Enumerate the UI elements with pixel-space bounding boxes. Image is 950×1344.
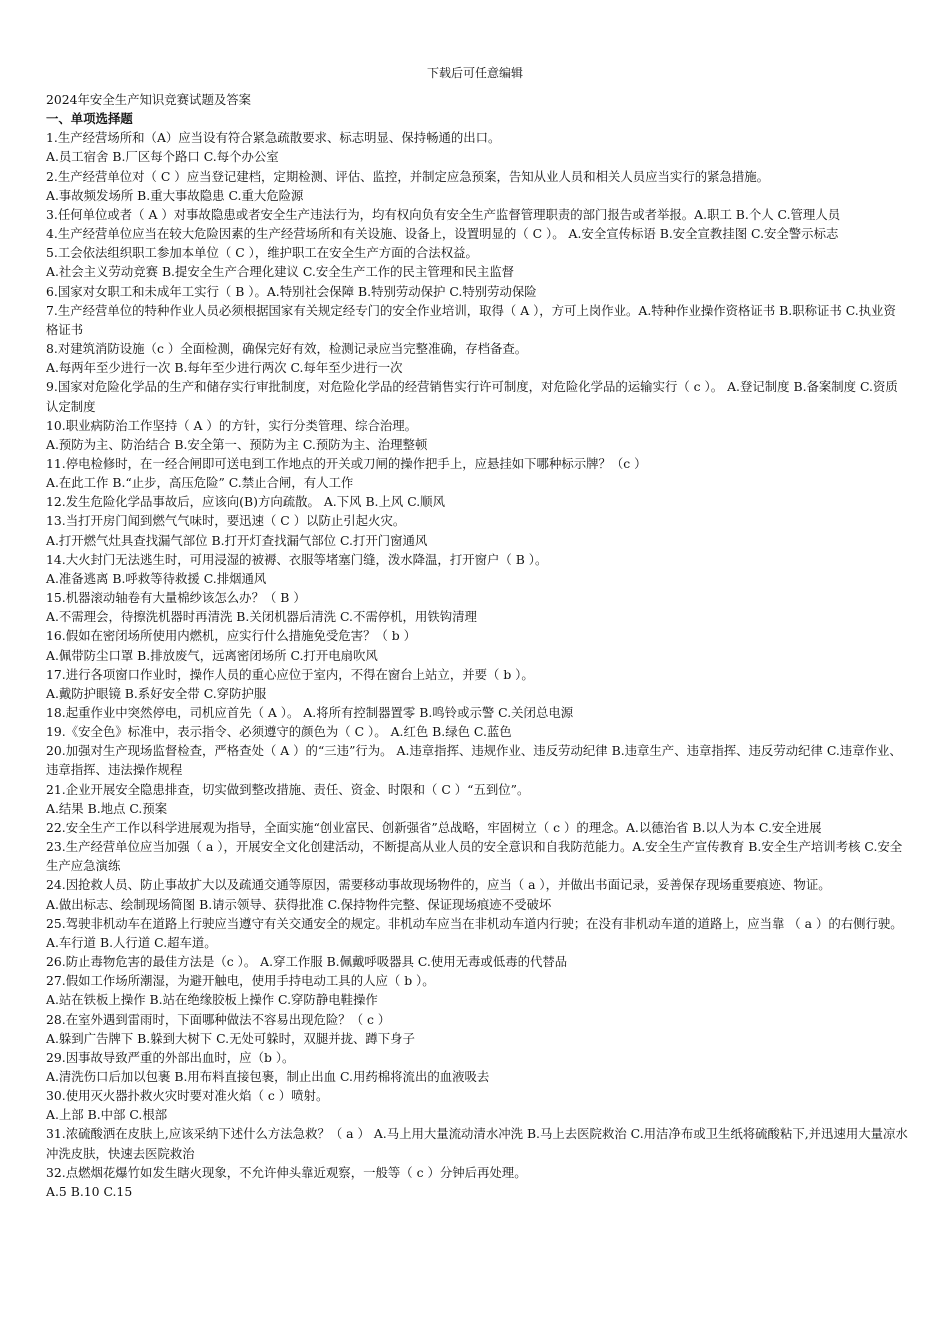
question-line: 26.防止毒物危害的最佳方法是（c ）。 A.穿工作服 B.佩戴呼吸器具 C.使用无毒或低毒的代替品 [46,954,568,970]
question-line: A.员工宿舍 B.厂区每个路口 C.每个办公室 [46,149,279,165]
question-line: A.在此工作 B.“止步，高压危险” C.禁止合闸，有人工作 [46,475,354,491]
question-line: 19.《安全色》标准中，表示指令、必须遵守的颜色为（ C ）。 A.红色 B.绿色 C.蓝色 [46,724,512,740]
question-line: A.事故频发场所 B.重大事故隐患 C.重大危险源 [46,187,304,203]
question-line: 23.生产经营单位应当加强（ a ），开展安全文化创建活动，不断提高从业人员的安全意识和自我防范能力。A.安全生产宣传教育 B.安全生产培训考核 C.安全生产应急演练 [46,839,903,874]
question-line: A.佩带防尘口罩 B.排放废气，远离密闭场所 C.打开电扇吹风 [46,647,378,663]
question-line: 2.生产经营单位对（ C ）应当登记建档，定期检测、评估、监控，并制定应急预案，告知从业人员和相关人员应当实行的紧急措施。 [46,168,770,184]
question-line: 16.假如在密闭场所使用内燃机，应实行什么措施免受危害？（ b ） [46,628,417,644]
question-line: A.清洗伤口后加以包裹 B.用布料直接包裹，制止出血 C.用药棉将流出的血液吸去 [46,1068,490,1084]
question-line: 14.大火封门无法逃生时，可用浸湿的被褥、衣服等堵塞门缝，泼水降温，打开窗户（ B ）。 [46,551,548,567]
question-line: A.每两年至少进行一次 B.每年至少进行两次 C.每年至少进行一次 [46,360,403,376]
question-line: A.结果 B.地点 C.预案 [46,800,168,816]
question-line: 11.停电检修时，在一经合闸即可送电到工作地点的开关或刀闸的操作把手上，应悬挂如下哪种标示牌？（c ） [46,455,647,471]
question-line: A.不需理会，待擦洗机器时再清洗 B.关闭机器后清洗 C.不需停机，用铁钩清理 [46,609,477,625]
question-line: 29.因事故导致严重的外部出血时，应（b ）。 [46,1049,295,1065]
question-line: 17.进行各项窗口作业时，操作人员的重心应位于室内，不得在窗台上站立，并要（ b ）。 [46,666,534,682]
question-line: 6.国家对女职工和未成年工实行（ B ）。A.特别社会保障 B.特别劳动保护 C.特别劳动保险 [46,283,537,299]
question-line: A.躲到广告牌下 B.躲到大树下 C.无处可躲时，双腿并拢、蹲下身子 [46,1030,415,1046]
question-line: 7.生产经营单位的特种作业人员必须根据国家有关规定经专门的安全作业培训，取得（ A ），方可上岗作业。A.特种作业操作资格证书 B.职称证书 C.执业资格证书 [46,302,896,337]
question-line: 15.机器滚动轴卷有大量棉纱该怎么办？（ B ） [46,590,306,606]
question-line: 30.使用灭火器扑救火灾时要对准火焰（ c ）喷射。 [46,1088,329,1104]
question-line: 13.当打开房门闻到燃气气味时，要迅速（ C ）以防止引起火灾。 [46,513,406,529]
question-line: A.上部 B.中部 C.根部 [46,1107,168,1123]
question-line: 18.起重作业中突然停电，司机应首先（ A ）。 A.将所有控制器置零 B.鸣铃或示警 C.关闭总电源 [46,705,574,720]
page-header: 下载后可任意编辑 [426,66,523,80]
question-line: 12.发生危险化学品事故后，应该向(B)方向疏散。 A.下风 B.上风 C.顺风 [46,494,445,510]
question-line: 22.安全生产工作以科学进展观为指导，全面实施“创业富民、创新强省”总战略，牢固树立（ c ）的理念。A.以德治省 B.以人为本 C.安全进展 [46,819,822,835]
question-line: 28.在室外遇到雷雨时，下面哪种做法不容易出现危险？（ c ） [46,1011,391,1027]
question-line: 24.因抢救人员、防止事故扩大以及疏通交通等原因，需要移动事故现场物件的，应当（ a ），并做出书面记录，妥善保存现场重要痕迹、物证。 [46,877,831,893]
question-line: A.打开燃气灶具查找漏气部位 B.打开灯查找漏气部位 C.打开门窗通风 [46,532,428,548]
document-title: 2024年安全生产知识竞赛试题及答案 [46,92,252,107]
question-line: 4.生产经营单位应当在较大危险因素的生产经营场所和有关设施、设备上，设置明显的（ C ）。 A.安全宣传标语 B.安全宣教挂图 C.安全警示标志 [46,226,839,242]
question-line: 32.点燃烟花爆竹如发生瞎火现象，不允许伸头靠近观察，一般等（ c ）分钟后再处理。 [46,1164,527,1180]
question-line: 25.驾驶非机动车在道路上行驶应当遵守有关交通安全的规定。非机动车应当在非机动车道内行驶；在没有非机动车道的道路上，应当靠 （ a ）的右侧行驶。 A.车行道 B.人行道 C.超车道。 [46,915,903,950]
section-heading: 一、单项选择题 [46,111,133,127]
question-line: A.预防为主、防治结合 B.安全第一、预防为主 C.预防为主、治理整顿 [46,436,428,452]
question-line: 8.对建筑消防设施（c ）全面检测，确保完好有效，检测记录应当完整准确，存档备查。 [46,341,528,357]
question-line: A.戴防护眼镜 B.系好安全带 C.穿防护服 [46,685,267,701]
question-line: 20.加强对生产现场监督检查，严格查处（ A ）的“三违”行为。 A.违章指挥、违规作业、违反劳动纪律 B.违章生产、违章指挥、违反劳动纪律 C.违章作业、违章指挥、违法操作规程 [46,743,902,778]
question-line: A.做出标志、绘制现场简图 B.请示领导、获得批准 C.保持物件完整、保证现场痕迹不受破坏 [46,896,552,912]
question-list [46,128,908,1201]
question-line: 27.假如工作场所潮湿，为避开触电，使用手持电动工具的人应（ b ）。 [46,973,435,989]
question-line: 10.职业病防治工作坚持（ A ）的方针，实行分类管理、综合治理。 [46,417,418,433]
question-line: 1.生产经营场所和（A）应当设有符合紧急疏散要求、标志明显、保持畅通的出口。 [46,130,501,146]
question-line: A.准备逃离 B.呼救等待救援 C.排烟通风 [46,570,267,586]
document-body [46,90,908,1201]
question-line: 31.浓硫酸洒在皮肤上,应该采纳下述什么方法急救？（ a ） A.马上用大量流动清水冲洗 B.马上去医院救治 C.用洁净布或卫生纸将硫酸粘下,并迅速用大量凉水冲洗皮肤，快速去医院救治 [46,1126,908,1161]
question-line: A.5 B.10 C.15 [46,1183,133,1199]
question-line: A.站在铁板上操作 B.站在绝缘胶板上操作 C.穿防静电鞋操作 [46,992,378,1008]
question-line: 9.国家对危险化学品的生产和储存实行审批制度，对危险化学品的经营销售实行许可制度，对危险化学品的运输实行（ c ）。 A.登记制度 B.备案制度 C.资质认定制度 [46,379,898,414]
question-line: 3.任何单位或者（ A ）对事故隐患或者安全生产违法行为，均有权向负有安全生产监督管理职责的部门报告或者举报。A.职工 B.个人 C.管理人员 [46,206,841,222]
question-line: 5.工会依法组织职工参加本单位（ C ），维护职工在安全生产方面的合法权益。 [46,245,478,261]
question-line: A.社会主义劳动竞赛 B.提安全生产合理化建议 C.安全生产工作的民主管理和民主监督 [46,264,515,280]
question-line: 21.企业开展安全隐患排查，切实做到整改措施、责任、资金、时限和（ C ）“五到位”。 [46,781,530,797]
